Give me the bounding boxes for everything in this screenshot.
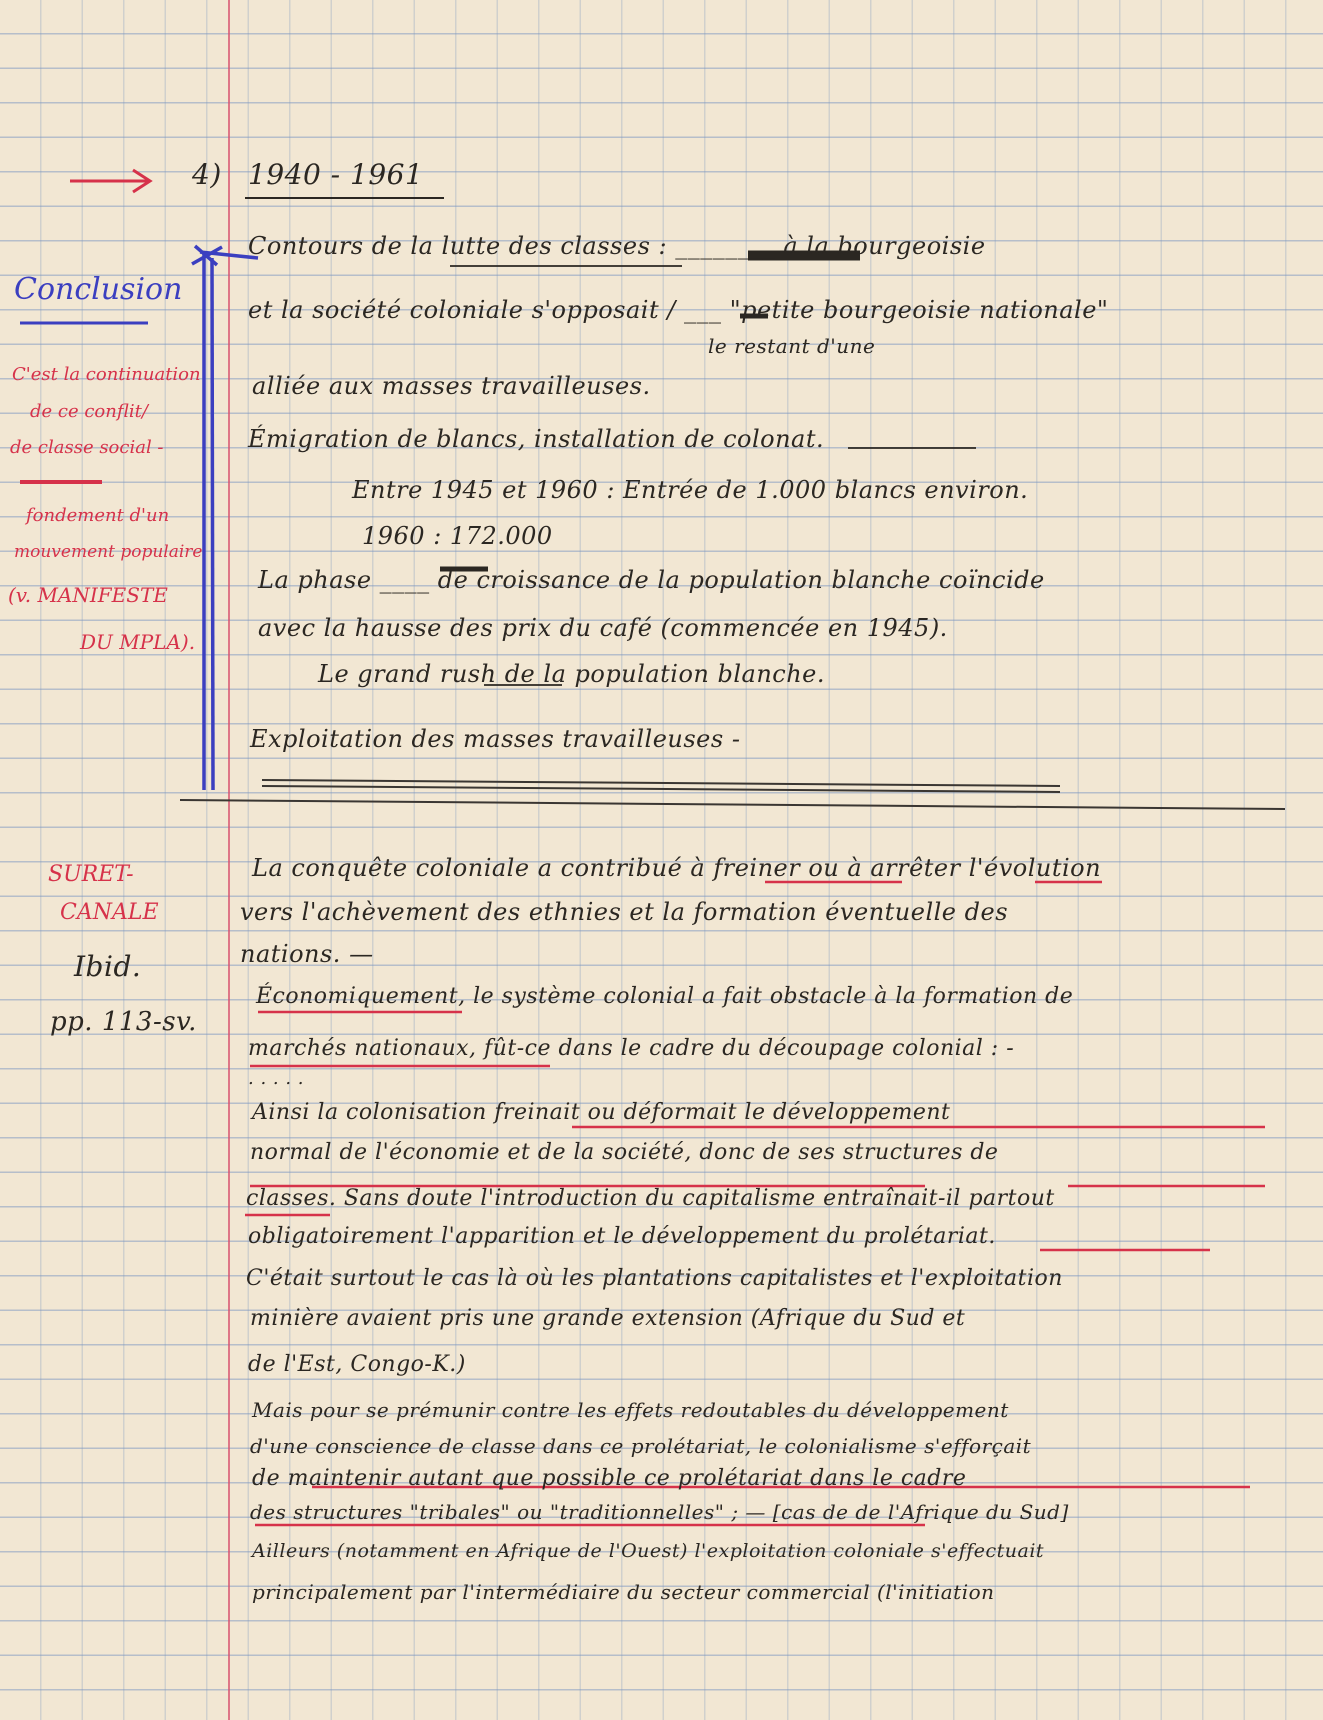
body-line: normal de l'économie et de la société, donc de ses structures de xyxy=(250,1140,999,1165)
body-line: Entre 1945 et 1960 : Entrée de 1.000 blancs environ. xyxy=(352,476,1029,504)
body-line: C'était surtout le cas là où les plantations capitalistes et l'exploitation xyxy=(246,1266,1063,1291)
body-line: Économiquement, le système colonial a fait obstacle à la formation de xyxy=(256,984,1074,1009)
margin-conclusion-line: fondement d'un xyxy=(26,505,170,526)
margin-conclusion-line: C'est la continuation xyxy=(12,364,201,385)
red-right-arrow-icon xyxy=(70,170,150,192)
margin-conclusion-line: de ce conflit/ xyxy=(30,401,148,422)
body-line: le restant d'une xyxy=(708,334,876,358)
margin-conclusion-line: mouvement populaire xyxy=(14,542,203,562)
body-line: des structures "tribales" ou "traditionnelles" ; — [cas de de l'Afrique du Sud] xyxy=(250,1500,1069,1524)
body-line: Ainsi la colonisation freinait ou déformait le développement xyxy=(252,1100,951,1125)
body-line: Émigration de blancs, installation de colonat. xyxy=(248,425,825,453)
body-line: minière avaient pris une grande extension (Afrique du Sud et xyxy=(250,1306,966,1331)
section-number: 4) xyxy=(192,158,222,191)
margin-conclusion-title: Conclusion xyxy=(14,272,183,307)
margin-ibid: Ibid. xyxy=(74,950,142,983)
body-line: Ailleurs (notamment en Afrique de l'Ouest) l'exploitation coloniale s'effectuait xyxy=(252,1540,1045,1562)
date-heading: 1940 - 1961 xyxy=(248,158,424,191)
body-line: vers l'achèvement des ethnies et la formation éventuelle des xyxy=(240,898,1009,926)
body-line: de l'Est, Congo-K.) xyxy=(248,1352,466,1377)
body-line: La phase ____ de croissance de la population blanche coïncide xyxy=(258,566,1045,594)
body-line: obligatoirement l'apparition et le développement du prolétariat. xyxy=(248,1224,996,1249)
body-line: avec la hausse des prix du café (commencée en 1945). xyxy=(258,614,948,642)
body-line: Contours de la lutte des classes : ________ à la bourgeoisie xyxy=(248,232,986,260)
margin-conclusion-line: (v. MANIFESTE xyxy=(8,583,168,607)
blue-bracket xyxy=(192,246,258,790)
section-divider xyxy=(180,780,1285,809)
body-line: . . . . . xyxy=(248,1068,304,1089)
body-line: classes. Sans doute l'introduction du capitalisme entraînait-il partout xyxy=(246,1186,1055,1211)
margin-conclusion-line: de classe social - xyxy=(10,437,164,458)
body-line: alliée aux masses travailleuses. xyxy=(252,372,651,400)
body-line: d'une conscience de classe dans ce prolétariat, le colonialisme s'efforçait xyxy=(250,1434,1032,1458)
body-line: Le grand rush de la population blanche. xyxy=(318,660,826,688)
margin-source: CANALE xyxy=(60,900,159,925)
body-line: La conquête coloniale a contribué à freiner ou à arrêter l'évolution xyxy=(252,854,1102,882)
body-line: et la société coloniale s'opposait / ___ "petite bourgeoisie nationale" xyxy=(248,296,1109,324)
body-line: marchés nationaux, fût-ce dans le cadre du découpage colonial : - xyxy=(248,1036,1015,1061)
body-line: principalement par l'intermédiaire du secteur commercial (l'initiation xyxy=(252,1580,995,1604)
margin-pages: pp. 113-sv. xyxy=(50,1007,197,1037)
body-line: nations. — xyxy=(240,940,374,968)
body-line: Mais pour se prémunir contre les effets redoutables du développement xyxy=(252,1398,1009,1422)
margin-conclusion-line: DU MPLA). xyxy=(80,630,196,654)
body-line: de maintenir autant que possible ce prolétariat dans le cadre xyxy=(252,1466,967,1491)
body-line: 1960 : 172.000 xyxy=(362,522,553,550)
body-line: Exploitation des masses travailleuses - xyxy=(250,725,741,753)
margin-source: SURET- xyxy=(48,862,134,887)
